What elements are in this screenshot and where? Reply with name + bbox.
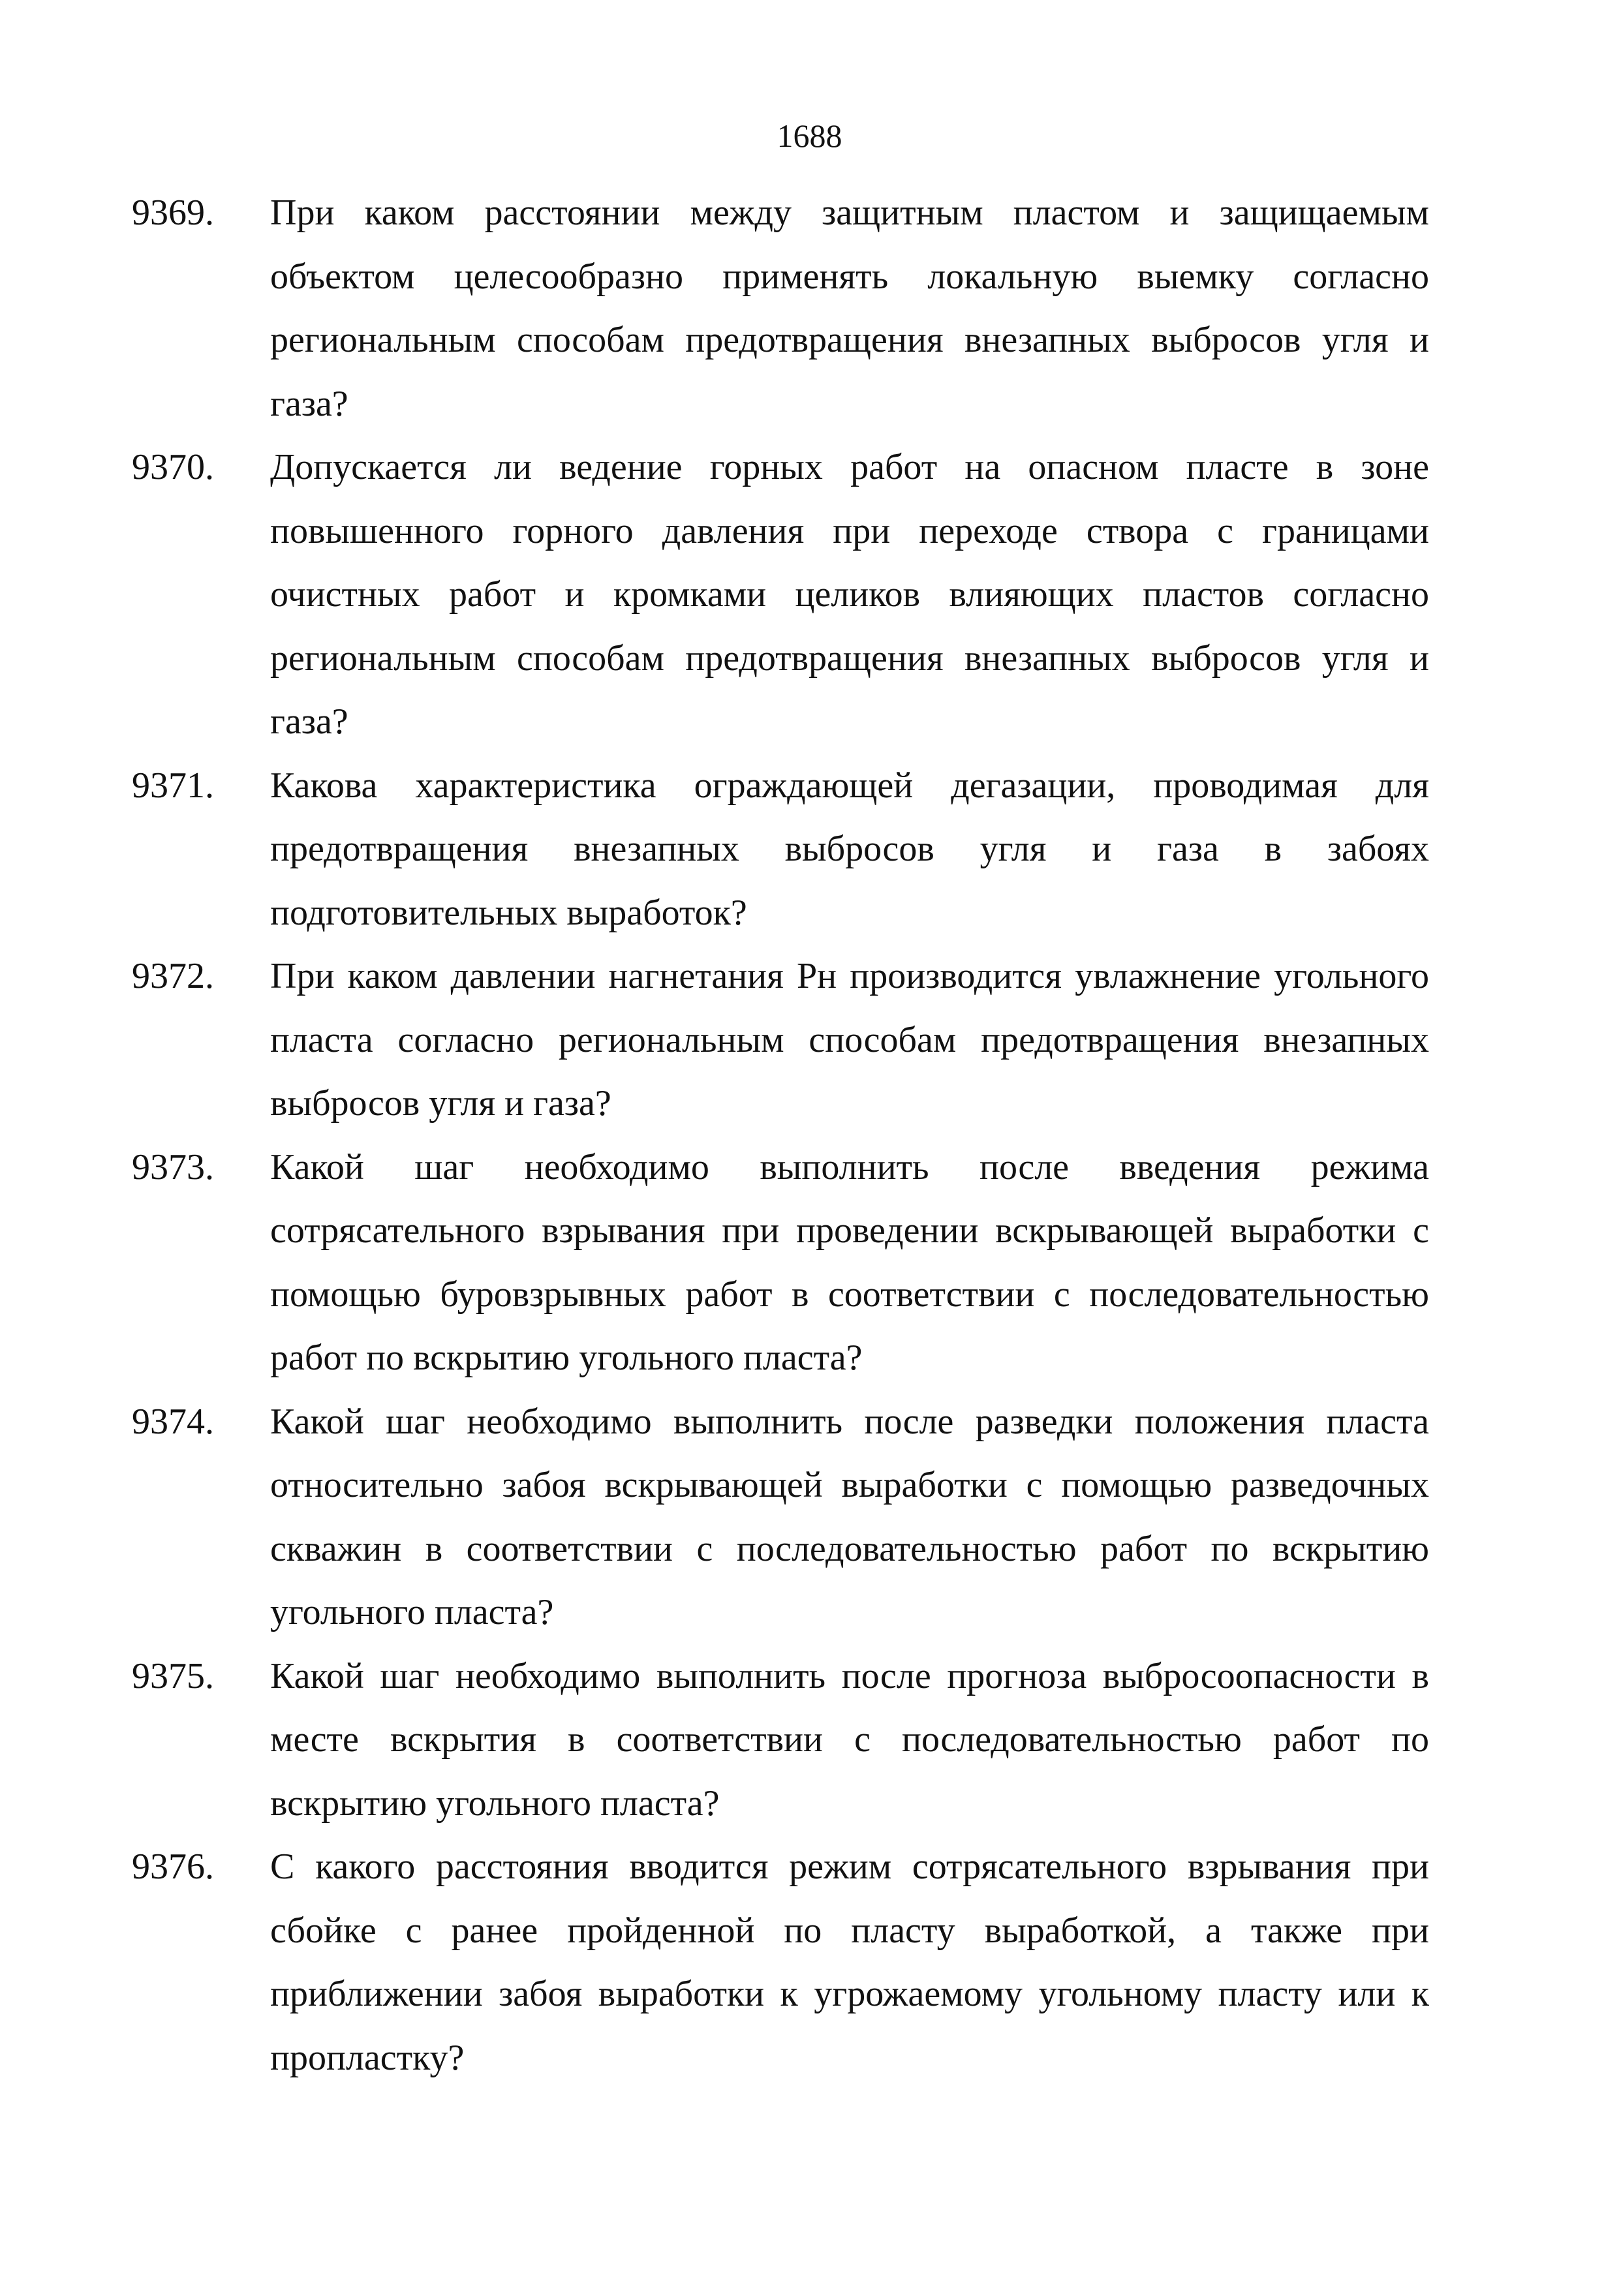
question-text: Какова характеристика ограждающей дегазации, проводимая для предотвращения внезапных выбросов угля и газа в забоях подготовительных выработок? <box>270 765 1429 933</box>
page-number: 1688 <box>777 117 842 154</box>
question-number: 9370. <box>132 447 214 487</box>
question-number: 9375. <box>132 1655 214 1696</box>
question-number: 9369. <box>132 192 214 233</box>
question-number: 9371. <box>132 765 214 806</box>
question-text: Какой шаг необходимо выполнить после разведки положения пласта относительно забоя вскрывающей выработки с помощью разведочных скважин в соответствии с последовательностью работ по вскрытию угольного пласта? <box>270 1401 1429 1632</box>
question-text: Какой шаг необходимо выполнить после введения режима сотрясательного взрывания при проведении вскрывающей выработки с помощью буровзрывных работ в соответствии с последовательностью работ по вскрытию угольного пласта? <box>270 1146 1429 1378</box>
question-number: 9374. <box>132 1401 214 1442</box>
question-item <box>132 436 1429 754</box>
question-item <box>132 1390 1429 1645</box>
question-list <box>132 181 1429 2090</box>
question-text: С какого расстояния вводится режим сотрясательного взрывания при сбойке с ранее пройденной по пласту выработкой, а также при приближении забоя выработки к угрожаемому угольному пласту или к пропластку? <box>270 1846 1429 2078</box>
question-number: 9373. <box>132 1146 214 1187</box>
question-text: Какой шаг необходимо выполнить после прогноза выбросоопасности в месте вскрытия в соответствии с последовательностью работ по вскрытию угольного пласта? <box>270 1655 1429 1824</box>
question-number: 9376. <box>132 1846 214 1887</box>
question-item <box>132 945 1429 1136</box>
question-item <box>132 1645 1429 1836</box>
question-item <box>132 754 1429 945</box>
question-text: При каком давлении нагнетания Рн производится увлажнение угольного пласта согласно региональным способам предотвращения внезапных выбросов угля и газа? <box>270 956 1429 1124</box>
question-text: При каком расстоянии между защитным пластом и защищаемым объектом целесообразно применять локальную выемку согласно региональным способам предотвращения внезапных выбросов угля и газа? <box>270 192 1429 424</box>
question-number: 9372. <box>132 956 214 996</box>
question-item <box>132 181 1429 436</box>
question-item <box>132 1136 1429 1390</box>
question-item <box>132 1835 1429 2090</box>
question-text: Допускается ли ведение горных работ на опасном пласте в зоне повышенного горного давления при переходе створа с границами очистных работ и кромками целиков влияющих пластов согласно региональным способам предотвращения внезапных выбросов угля и газа? <box>270 447 1429 742</box>
